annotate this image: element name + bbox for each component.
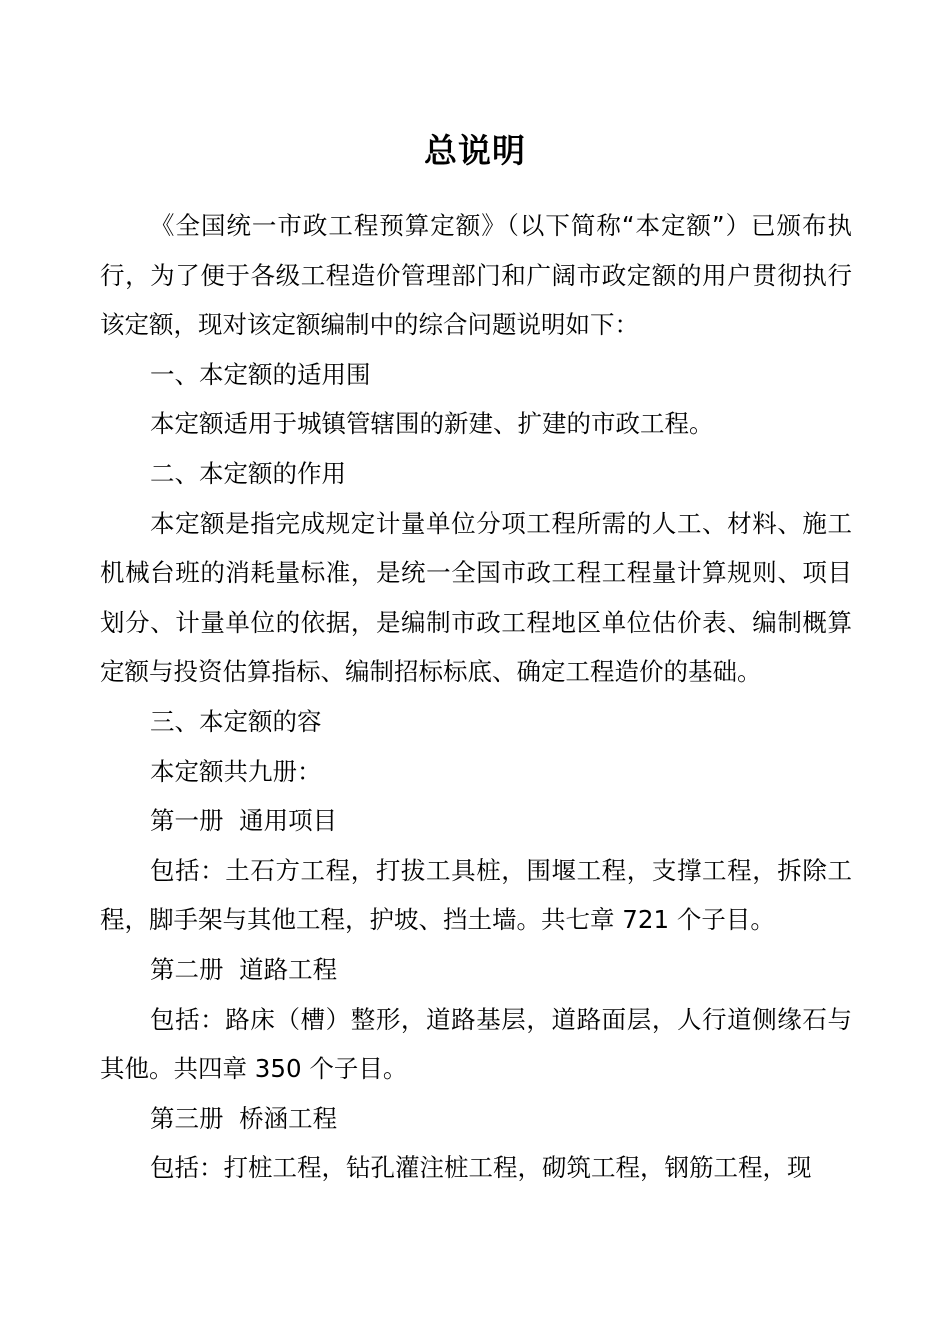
volume-3-heading: 第三册 桥涵工程 (150, 1103, 338, 1133)
scope-paragraph: 本定额适用于城镇管辖围的新建、扩建的市政工程。 (150, 409, 714, 439)
document-body (100, 201, 852, 1193)
section-heading-purpose: 二、本定额的作用 (150, 458, 346, 488)
volume-1-description: 包括：土石方工程，打拔工具桩，围堰工程，支撑工程，拆除工程，脚手架与其他工程，护坡、挡土墙。共七章 721 个子目。 (100, 855, 852, 935)
section-heading-contents: 三、本定额的容 (150, 706, 322, 736)
volumes-intro: 本定额共九册： (150, 756, 322, 786)
volume-3-description: 包括：打桩工程，钻孔灌注桩工程，砌筑工程，钢筋工程，现 (150, 1153, 812, 1183)
volume-2-heading: 第二册 道路工程 (150, 954, 338, 984)
volume-2-description: 包括：路床（槽）整形，道路基层，道路面层，人行道侧缘石与其他。共四章 350 个子目。 (100, 1004, 852, 1084)
intro-paragraph: 《全国统一市政工程预算定额》（以下简称“本定额”）已颁布执行，为了便于各级工程造价管理部门和广阔市政定额的用户贯彻执行该定额，现对该定额编制中的综合问题说明如下： (100, 211, 852, 340)
volume-1-heading: 第一册 通用项目 (150, 806, 338, 836)
page-title: 总说明 (424, 131, 526, 170)
section-heading-scope: 一、本定额的适用围 (150, 359, 371, 389)
purpose-paragraph: 本定额是指完成规定计量单位分项工程所需的人工、材料、施工机械台班的消耗量标准，是统一全国市政工程工程量计算规则、项目划分、计量单位的依据，是编制市政工程地区单位估价表、编制概算定额与投资估算指标、编制招标标底、确定工程造价的基础。 (100, 508, 852, 687)
